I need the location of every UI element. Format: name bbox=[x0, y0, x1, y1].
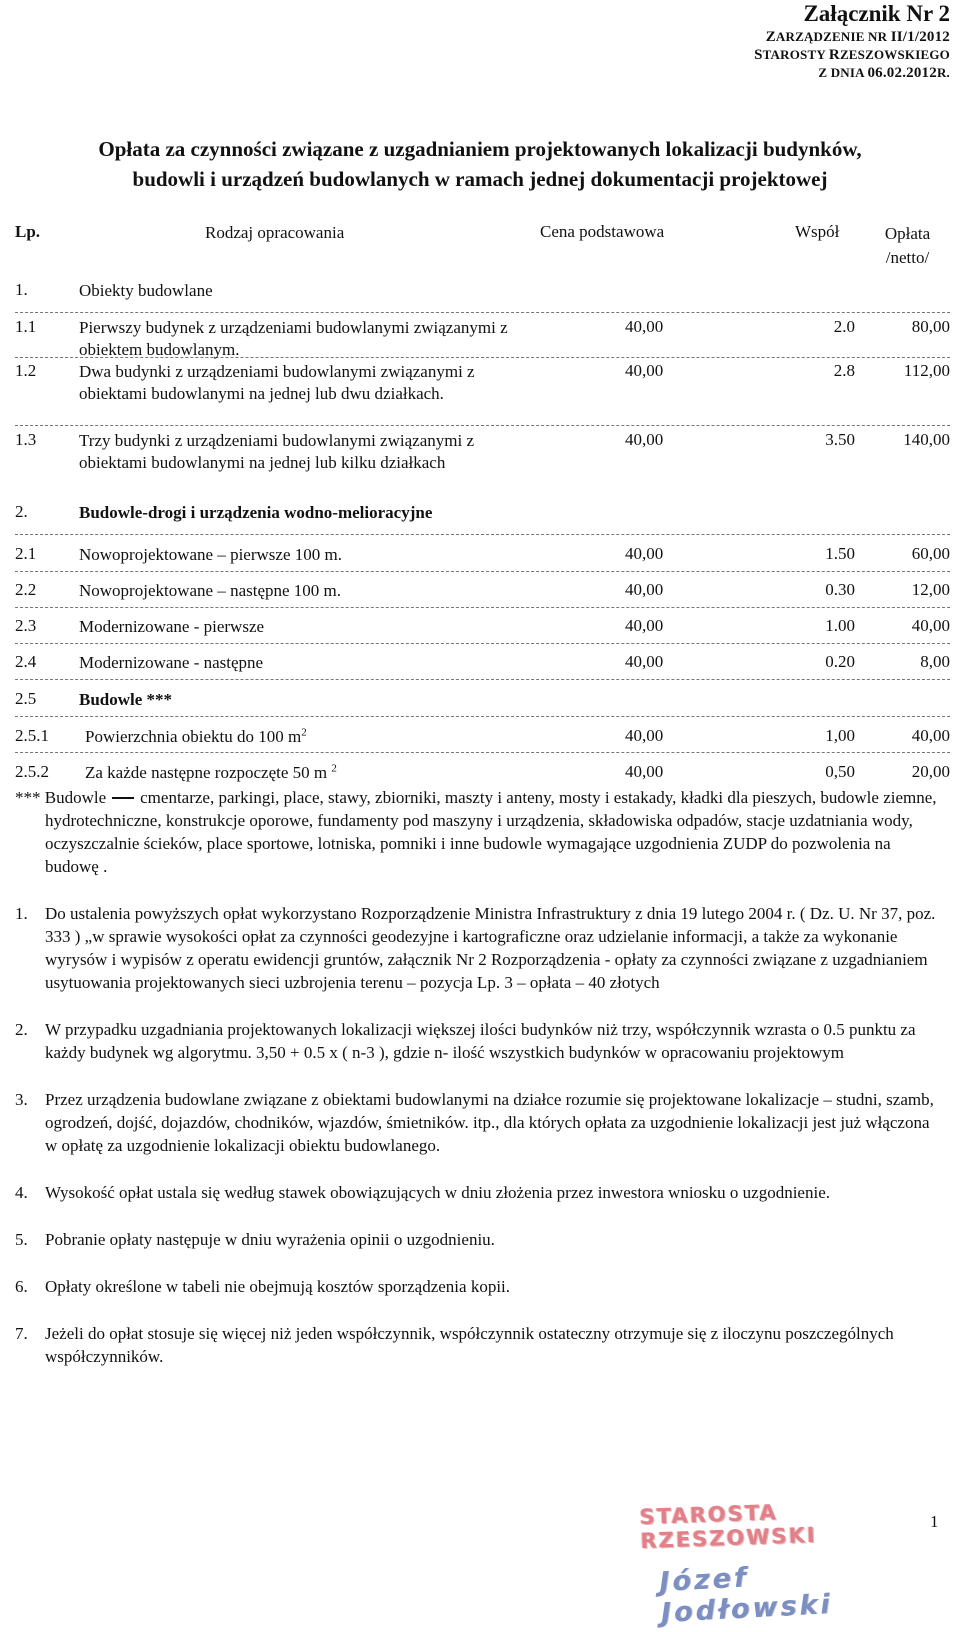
row-coef: 1,00 bbox=[825, 726, 855, 745]
official-stamp bbox=[639, 1500, 930, 1630]
header-fee-line1: Opłata bbox=[884, 224, 931, 243]
table-row bbox=[15, 274, 950, 313]
row-price: 40,00 bbox=[625, 616, 664, 635]
row-lp: 2.5.1 bbox=[15, 726, 49, 745]
note-number: 2. bbox=[15, 1020, 28, 1039]
row-fee: 8,00 bbox=[920, 652, 950, 671]
table-row bbox=[15, 313, 950, 358]
header-fee bbox=[865, 222, 950, 270]
date-line bbox=[754, 64, 950, 82]
title-line-1: Opłata za czynności związane z uzgadnianiem projektowanych lokalizacji budynków, bbox=[98, 137, 862, 161]
header-coef: Współ bbox=[795, 222, 840, 241]
title-line-2: budowli i urządzeń budowlanych w ramach jednej dokumentacji projektowej bbox=[132, 167, 828, 191]
authority-text-1: TAROSTY bbox=[762, 47, 829, 62]
row-fee: 12,00 bbox=[911, 580, 950, 599]
table-row bbox=[15, 753, 950, 789]
row-lp: 1.2 bbox=[15, 361, 37, 380]
row-coef: 0.30 bbox=[825, 580, 855, 599]
fee-table bbox=[15, 218, 950, 789]
note-text: W przypadku uzgadniania projektowanych lokalizacji większej ilości budynków niż trzy, współczynnik wzrasta o 0.5 punktu za każdy budynek wg algorytmu. 3,50 + 0.5 x ( n-3 ), gdzie n- ilość wszystkich budynków w opracowaniu projektowym bbox=[45, 1020, 916, 1062]
row-lp: 2. bbox=[15, 502, 28, 521]
row-lp: 2.3 bbox=[15, 616, 37, 635]
row-fee: 20,00 bbox=[911, 762, 950, 781]
footnote-marker: *** Budowle bbox=[15, 788, 107, 807]
row-coef: 1.00 bbox=[825, 616, 855, 635]
row-lp: 2.5.2 bbox=[15, 762, 49, 781]
row-coef: 2.0 bbox=[833, 317, 855, 336]
row-desc-text: Powierzchnia obiektu do 100 m bbox=[85, 727, 302, 746]
note-item bbox=[15, 902, 945, 994]
note-text: Wysokość opłat ustala się według stawek obowiązujących w dniu złożenia przez inwestora wniosku o uzgodnienie. bbox=[45, 1183, 830, 1202]
note-number: 7. bbox=[15, 1324, 28, 1343]
note-item bbox=[15, 1275, 945, 1298]
row-price: 40,00 bbox=[625, 544, 664, 563]
row-desc: Nowoprojektowane – pierwsze 100 m. bbox=[79, 545, 342, 564]
header-price: Cena podstawowa bbox=[540, 222, 665, 241]
row-price: 40,00 bbox=[625, 430, 664, 449]
order-number: II/1/2012 bbox=[890, 29, 950, 45]
dash-separator bbox=[112, 797, 134, 799]
row-coef: 3.50 bbox=[825, 430, 855, 449]
note-text: Przez urządzenia budowlane związane z obiektami budowlanymi na działce rozumie się projektowane lokalizacje – studni, szamb, ogrodzeń, dojść, dojazdów, chodników, wjazdów, śmietników. itp., dla których opłata za uzgodnienie lokalizacji jest już włączona w opłatę za uzgodnienie lokalizacji obiektu budowlanego. bbox=[45, 1090, 934, 1155]
date-value: 06.02.2012 bbox=[867, 65, 937, 81]
row-desc bbox=[85, 726, 535, 748]
row-price: 40,00 bbox=[625, 361, 664, 380]
table-row bbox=[15, 426, 950, 498]
note-number: 6. bbox=[15, 1277, 28, 1296]
stamp-title: STAROSTA RZESZOWSKI bbox=[639, 1500, 818, 1554]
date-suffix: R. bbox=[936, 65, 950, 80]
note-text: Opłaty określone w tabeli nie obejmują kosztów sporządzenia kopii. bbox=[45, 1277, 511, 1296]
notes-section bbox=[15, 786, 945, 1392]
row-price: 40,00 bbox=[625, 652, 664, 671]
date-prefix: Z DNIA bbox=[818, 65, 868, 80]
row-desc: Trzy budynki z urządzeniami budowlanymi związanymi z obiektami budowlanymi na jednej lub kilku działkach bbox=[79, 431, 474, 472]
superscript: 2 bbox=[331, 762, 337, 775]
table-row bbox=[15, 572, 950, 608]
page-number: 1 bbox=[930, 1512, 939, 1531]
note-item bbox=[15, 1088, 945, 1157]
row-fee: 40,00 bbox=[911, 616, 950, 635]
order-line bbox=[754, 28, 950, 46]
row-desc: Budowle *** bbox=[79, 690, 173, 709]
note-text: Do ustalenia powyższych opłat wykorzystano Rozporządzenie Ministra Infrastruktury z dnia 19 lutego 2004 r. ( Dz. U. Nr 37, poz. 333 ) „w sprawie wysokości opłat za czynności geodezyjne i kartograficzne oraz udzielanie informacji, a także za wykonanie wyrysów i wypisów z operatu ewidencji gruntów, załącznik Nr 2 Rozporządzenia - opłaty za czynności związane z uzgadnianiem usytuowania projektowanych sieci uzbrojenia terenu – pozycja Lp. 3 – opłata – 40 złotych bbox=[45, 904, 936, 992]
note-item bbox=[15, 1322, 945, 1368]
row-coef: 0.20 bbox=[825, 652, 855, 671]
row-fee: 80,00 bbox=[911, 317, 950, 336]
table-header bbox=[15, 218, 950, 274]
row-desc: Modernizowane - pierwsze bbox=[79, 617, 265, 636]
row-desc: Nowoprojektowane – następne 100 m. bbox=[79, 581, 342, 600]
header-type: Rodzaj opracowania bbox=[205, 223, 345, 242]
table-row bbox=[15, 680, 950, 717]
row-fee: 60,00 bbox=[911, 544, 950, 563]
row-desc: Pierwszy budynek z urządzeniami budowlanymi związanymi z obiektem budowlanym. bbox=[79, 318, 508, 359]
row-desc-text: Za każde następne rozpoczęte 50 m bbox=[85, 763, 332, 782]
row-fee: 40,00 bbox=[911, 726, 950, 745]
table-row bbox=[15, 498, 950, 535]
note-text: Pobranie opłaty następuje w dniu wyrażenia opinii o uzgodnieniu. bbox=[45, 1230, 495, 1249]
table-row bbox=[15, 717, 950, 753]
table-row bbox=[15, 358, 950, 426]
row-coef: 2.8 bbox=[833, 361, 855, 380]
row-fee: 112,00 bbox=[903, 361, 950, 380]
attachment-header bbox=[754, 0, 950, 82]
row-desc: Dwa budynki z urządzeniami budowlanymi związanymi z obiektami budowlanymi na jednej lub dwu działkach. bbox=[79, 362, 475, 403]
row-lp: 1.1 bbox=[15, 317, 37, 336]
row-lp: 1. bbox=[15, 280, 28, 299]
row-price: 40,00 bbox=[625, 317, 664, 336]
attachment-number: Załącznik Nr 2 bbox=[803, 1, 950, 26]
note-number: 3. bbox=[15, 1090, 28, 1109]
row-coef: 1.50 bbox=[825, 544, 855, 563]
row-lp: 2.2 bbox=[15, 580, 37, 599]
note-number: 1. bbox=[15, 904, 28, 923]
row-lp: 2.1 bbox=[15, 544, 37, 563]
row-desc: Obiekty budowlane bbox=[79, 281, 213, 300]
footnote-text: cmentarze, parkingi, place, stawy, zbiorniki, maszty i anteny, mosty i estakady, kładki dla pieszych, budowle ziemne, hydrotechniczne, konstrukcje oporowe, fundamenty pod maszyny i urządzenia, składowiska odpadów, stacje uzdatniania wody, oczyszczalnie ścieków, place sportowe, lotniska, pomniki i inne budowle wymagające uzgodnienia ZUDP do pozwolenia na budowę . bbox=[45, 788, 937, 876]
note-item bbox=[15, 1018, 945, 1064]
row-price: 40,00 bbox=[625, 726, 664, 745]
row-fee: 140,00 bbox=[903, 430, 950, 449]
document-title bbox=[10, 134, 950, 194]
note-item bbox=[15, 1228, 945, 1251]
row-lp: 2.5 bbox=[15, 689, 37, 708]
header-lp: Lp. bbox=[15, 222, 41, 241]
row-desc: Budowle-drogi i urządzenia wodno-melioracyjne bbox=[79, 503, 433, 522]
row-price: 40,00 bbox=[625, 580, 664, 599]
order-initial: Z bbox=[765, 29, 776, 45]
note-number: 4. bbox=[15, 1183, 28, 1202]
row-coef: 0,50 bbox=[825, 762, 855, 781]
authority-initial-2: R bbox=[828, 47, 840, 63]
authority-initial-1: S bbox=[754, 47, 763, 63]
row-desc bbox=[85, 762, 535, 784]
header-fee-line2: /netto/ bbox=[885, 248, 930, 267]
superscript: 2 bbox=[301, 726, 307, 739]
row-price: 40,00 bbox=[625, 762, 664, 781]
order-text: ARZĄDZENIE NR bbox=[775, 29, 891, 44]
note-text: Jeżeli do opłat stosuje się więcej niż jeden współczynnik, współczynnik ostateczny otrzymuje się z iloczynu poszczególnych współczynników. bbox=[45, 1324, 894, 1366]
table-row bbox=[15, 608, 950, 644]
authority-text-2: ZESZOWSKIEGO bbox=[839, 47, 950, 62]
note-item bbox=[15, 1181, 945, 1204]
authority-line bbox=[754, 46, 950, 64]
row-desc: Modernizowane - następne bbox=[79, 653, 264, 672]
row-lp: 1.3 bbox=[15, 430, 37, 449]
signature-stamp: Józef Jodłowski bbox=[658, 1562, 834, 1630]
note-number: 5. bbox=[15, 1230, 28, 1249]
table-row bbox=[15, 644, 950, 680]
row-lp: 2.4 bbox=[15, 652, 37, 671]
table-row bbox=[15, 535, 950, 572]
footnote-buildings bbox=[15, 786, 945, 878]
